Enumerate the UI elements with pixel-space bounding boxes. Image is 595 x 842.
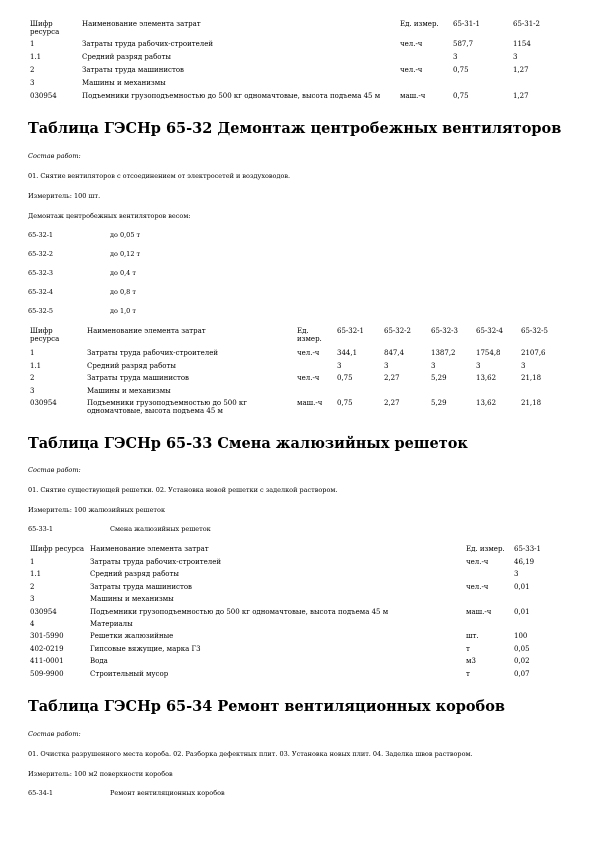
cell-unit bbox=[295, 387, 335, 400]
header-col: 65-33-1 bbox=[514, 545, 541, 553]
variant-name: до 0,8 т bbox=[110, 288, 136, 296]
table-row bbox=[28, 645, 568, 657]
cell-value: 0,02 bbox=[514, 657, 530, 666]
table-row bbox=[28, 570, 568, 582]
cell-name: Средний разряд работы bbox=[87, 361, 176, 370]
cell-value bbox=[511, 79, 568, 92]
header-col: 65-32-2 bbox=[384, 327, 411, 335]
cell-name: Вода bbox=[90, 657, 108, 666]
cell-name: Строительный мусор bbox=[90, 669, 169, 678]
header-unit: Ед. измер. bbox=[297, 327, 322, 343]
cell-unit: чел.-ч bbox=[400, 40, 423, 48]
cell-name: Подъемники грузоподъемностью до 500 кг одномачтовые, высота подъема 45 м bbox=[87, 399, 247, 415]
cell-unit bbox=[295, 362, 335, 375]
table-row bbox=[28, 608, 568, 620]
cell-unit: чел.-ч bbox=[466, 582, 489, 591]
resource-table-65-32 bbox=[28, 327, 568, 417]
table-row bbox=[28, 583, 568, 595]
meter-text: Измеритель: 100 жалюзийных решеток bbox=[28, 506, 166, 514]
cell-value: 0,01 bbox=[514, 607, 530, 616]
cell-name: Подъемники грузоподъемностью до 500 кг одномачтовые, высота подъема 45 м bbox=[82, 92, 381, 100]
cell-value: 2,27 bbox=[384, 399, 400, 407]
header-col: 65-32-5 bbox=[521, 327, 548, 335]
resource-table-65-31 bbox=[28, 20, 568, 105]
cell-code: 402-0219 bbox=[30, 644, 64, 653]
cell-name: Затраты труда машинистов bbox=[82, 66, 184, 74]
cell-value: 3 bbox=[453, 53, 458, 61]
cell-value: 847,4 bbox=[384, 349, 405, 357]
cell-code: 4 bbox=[30, 619, 35, 628]
cell-value bbox=[512, 595, 568, 607]
cell-value: 1,27 bbox=[513, 92, 529, 100]
header-col: 65-32-4 bbox=[476, 327, 503, 335]
cell-unit: маш.-ч bbox=[466, 607, 492, 616]
header-code: Шифр ресурса bbox=[30, 327, 60, 343]
works-description: 01. Очистка разрушенного места короба. 02. Разборка дефектных плит. 03. Установка новых плит. 04. Заделка швов раствором. bbox=[28, 750, 473, 758]
cell-value: 0,01 bbox=[514, 582, 530, 591]
works-description: 01. Снятие вентиляторов с отсоединением от электросетей и воздуховодов. bbox=[28, 172, 291, 180]
cell-name: Затраты труда рабочих-строителей bbox=[87, 349, 219, 357]
cell-name: Затраты труда рабочих-строителей bbox=[82, 40, 214, 48]
cell-name: Машины и механизмы bbox=[82, 79, 166, 87]
header-col: 65-31-1 bbox=[453, 20, 480, 28]
cell-unit bbox=[398, 53, 451, 66]
header-code: Шифр ресурса bbox=[30, 20, 60, 36]
variant-code: 65-33-1 bbox=[28, 525, 54, 533]
meter-text: Измеритель: 100 м2 поверхности коробов bbox=[28, 770, 173, 778]
cell-name: Гипсовые вяжущие, марка Г3 bbox=[90, 644, 201, 653]
variant-code: 65-32-3 bbox=[28, 269, 54, 277]
table-row bbox=[28, 399, 568, 417]
cell-unit: т bbox=[466, 669, 470, 678]
cell-code: 2 bbox=[30, 66, 35, 74]
cell-code: 411-0001 bbox=[30, 657, 64, 666]
cell-name: Затраты труда рабочих-строителей bbox=[90, 558, 222, 566]
header-code: Шифр ресурса bbox=[30, 545, 85, 553]
table-row bbox=[28, 620, 568, 632]
cell-code: 2 bbox=[30, 582, 35, 591]
composition-label: Состав работ: bbox=[28, 466, 81, 474]
cell-name: Затраты труда машинистов bbox=[87, 374, 189, 382]
cell-value: 1154 bbox=[513, 40, 531, 48]
header-name: Наименование элемента затрат bbox=[87, 327, 206, 335]
table-row bbox=[28, 92, 568, 105]
section-title-65-34: Таблица ГЭСНр 65-34 Ремонт вентиляционных коробов bbox=[28, 698, 505, 715]
cell-name: Машины и механизмы bbox=[90, 595, 174, 604]
table-row bbox=[28, 349, 568, 362]
cell-value: 2,27 bbox=[384, 374, 400, 382]
cell-code: 030954 bbox=[30, 607, 57, 616]
cell-code: 509-9900 bbox=[30, 669, 64, 678]
cell-value: 1387,2 bbox=[431, 349, 456, 357]
composition-label: Состав работ: bbox=[28, 730, 81, 738]
header-unit: Ед. измер. bbox=[400, 20, 439, 28]
header-name: Наименование элемента затрат bbox=[90, 545, 209, 553]
variant-code: 65-32-5 bbox=[28, 307, 54, 315]
cell-code: 2 bbox=[30, 374, 35, 382]
cell-value: 0,75 bbox=[337, 399, 353, 407]
cell-unit bbox=[464, 570, 512, 582]
cell-value: 3 bbox=[514, 570, 519, 579]
table-row bbox=[28, 595, 568, 607]
cell-code: 3 bbox=[30, 79, 35, 87]
cell-value: 46,19 bbox=[514, 558, 535, 566]
cell-code: 1 bbox=[30, 349, 35, 357]
cell-value: 3 bbox=[476, 361, 481, 370]
cell-unit: шт. bbox=[466, 632, 479, 641]
table-row bbox=[28, 374, 568, 387]
cell-value: 3 bbox=[513, 53, 518, 61]
table-row bbox=[28, 657, 568, 669]
cell-value: 3 bbox=[431, 361, 436, 370]
cell-value: 2107,6 bbox=[521, 349, 546, 357]
table-header-row bbox=[28, 20, 568, 40]
cell-value: 5,29 bbox=[431, 399, 447, 407]
table-header-row bbox=[28, 327, 568, 349]
variant-code: 65-32-1 bbox=[28, 231, 54, 239]
cell-value: 21,18 bbox=[521, 374, 542, 382]
variant-name: Ремонт вентиляционных коробов bbox=[110, 789, 225, 797]
cell-unit: м3 bbox=[466, 657, 476, 666]
cell-value: 0,07 bbox=[514, 669, 530, 678]
cell-value: 0,75 bbox=[453, 66, 469, 74]
table-row bbox=[28, 632, 568, 644]
table-row bbox=[28, 53, 568, 66]
cell-value bbox=[382, 387, 429, 400]
cell-unit bbox=[464, 620, 512, 632]
cell-name: Материалы bbox=[90, 619, 133, 628]
section-title-65-33: Таблица ГЭСНр 65-33 Смена жалюзийных решеток bbox=[28, 435, 468, 452]
variant-name: до 1,0 т bbox=[110, 307, 136, 315]
cell-value: 3 bbox=[337, 361, 342, 370]
section-title-65-32: Таблица ГЭСНр 65-32 Демонтаж центробежных вентиляторов bbox=[28, 120, 562, 137]
cell-name: Средний разряд работы bbox=[90, 570, 179, 579]
meter-text: Измеритель: 100 шт. bbox=[28, 192, 101, 200]
cell-name: Подъемники грузоподъемностью до 500 кг одномачтовые, высота подъема 45 м bbox=[90, 607, 389, 616]
cell-unit: маш.-ч bbox=[400, 92, 426, 100]
cell-value: 0,75 bbox=[453, 92, 469, 100]
header-unit: Ед. измер. bbox=[466, 545, 505, 553]
cell-value bbox=[429, 387, 474, 400]
table-row bbox=[28, 362, 568, 375]
table-row bbox=[28, 670, 568, 682]
cell-code: 1 bbox=[30, 40, 35, 48]
variants-subtitle: Демонтаж центробежных вентиляторов весом: bbox=[28, 212, 191, 220]
variant-code: 65-32-2 bbox=[28, 250, 54, 258]
cell-name: Машины и механизмы bbox=[87, 386, 171, 395]
cell-value bbox=[335, 387, 382, 400]
variant-code: 65-34-1 bbox=[28, 789, 54, 797]
cell-value: 13,62 bbox=[476, 399, 497, 407]
cell-unit: т bbox=[466, 644, 470, 653]
cell-unit bbox=[398, 79, 451, 92]
table-row bbox=[28, 387, 568, 400]
resource-table-65-33 bbox=[28, 545, 568, 682]
cell-value: 0,75 bbox=[337, 374, 353, 382]
cell-unit bbox=[464, 595, 512, 607]
composition-label: Состав работ: bbox=[28, 152, 81, 160]
table-row bbox=[28, 66, 568, 79]
cell-code: 3 bbox=[30, 386, 35, 395]
cell-unit: чел.-ч bbox=[297, 374, 320, 382]
cell-value bbox=[474, 387, 519, 400]
cell-unit: чел.-ч bbox=[466, 558, 489, 566]
table-row bbox=[28, 558, 568, 570]
cell-code: 030954 bbox=[30, 399, 57, 407]
variant-name: до 0,05 т bbox=[110, 231, 141, 239]
cell-value bbox=[519, 387, 568, 400]
cell-code: 1.1 bbox=[30, 53, 42, 61]
variant-name: до 0,12 т bbox=[110, 250, 141, 258]
cell-value: 0,05 bbox=[514, 644, 530, 653]
cell-value: 3 bbox=[521, 361, 526, 370]
cell-unit: чел.-ч bbox=[400, 66, 423, 74]
cell-name: Решетки жалюзийные bbox=[90, 632, 174, 641]
cell-name: Затраты труда машинистов bbox=[90, 582, 192, 591]
cell-code: 1.1 bbox=[30, 570, 42, 579]
cell-code: 301-5990 bbox=[30, 632, 64, 641]
cell-value: 344,1 bbox=[337, 349, 358, 357]
variant-code: 65-32-4 bbox=[28, 288, 54, 296]
cell-value: 1,27 bbox=[513, 66, 529, 74]
cell-code: 030954 bbox=[30, 92, 57, 100]
cell-value: 13,62 bbox=[476, 374, 497, 382]
cell-value: 1754,8 bbox=[476, 349, 501, 357]
table-row bbox=[28, 79, 568, 92]
cell-code: 1 bbox=[30, 558, 35, 566]
header-name: Наименование элемента затрат bbox=[82, 20, 201, 28]
cell-value: 21,18 bbox=[521, 399, 542, 407]
cell-name: Средний разряд работы bbox=[82, 53, 171, 61]
cell-value: 3 bbox=[384, 361, 389, 370]
cell-unit: чел.-ч bbox=[297, 349, 320, 357]
header-col: 65-31-2 bbox=[513, 20, 540, 28]
cell-value bbox=[451, 79, 511, 92]
variant-name: до 0,4 т bbox=[110, 269, 136, 277]
header-col: 65-32-1 bbox=[337, 327, 364, 335]
cell-value: 100 bbox=[514, 632, 528, 641]
cell-value: 587,7 bbox=[453, 40, 474, 48]
cell-value: 5,29 bbox=[431, 374, 447, 382]
header-col: 65-32-3 bbox=[431, 327, 458, 335]
cell-value bbox=[512, 620, 568, 632]
cell-code: 3 bbox=[30, 595, 35, 604]
table-header-row bbox=[28, 545, 568, 558]
table-row bbox=[28, 40, 568, 53]
variant-name: Смена жалюзийных решеток bbox=[110, 525, 211, 533]
cell-unit: маш.-ч bbox=[297, 399, 323, 407]
works-description: 01. Снятие существующей решетки. 02. Установка новой решетки с заделкой раствором. bbox=[28, 486, 338, 494]
cell-code: 1.1 bbox=[30, 361, 42, 370]
